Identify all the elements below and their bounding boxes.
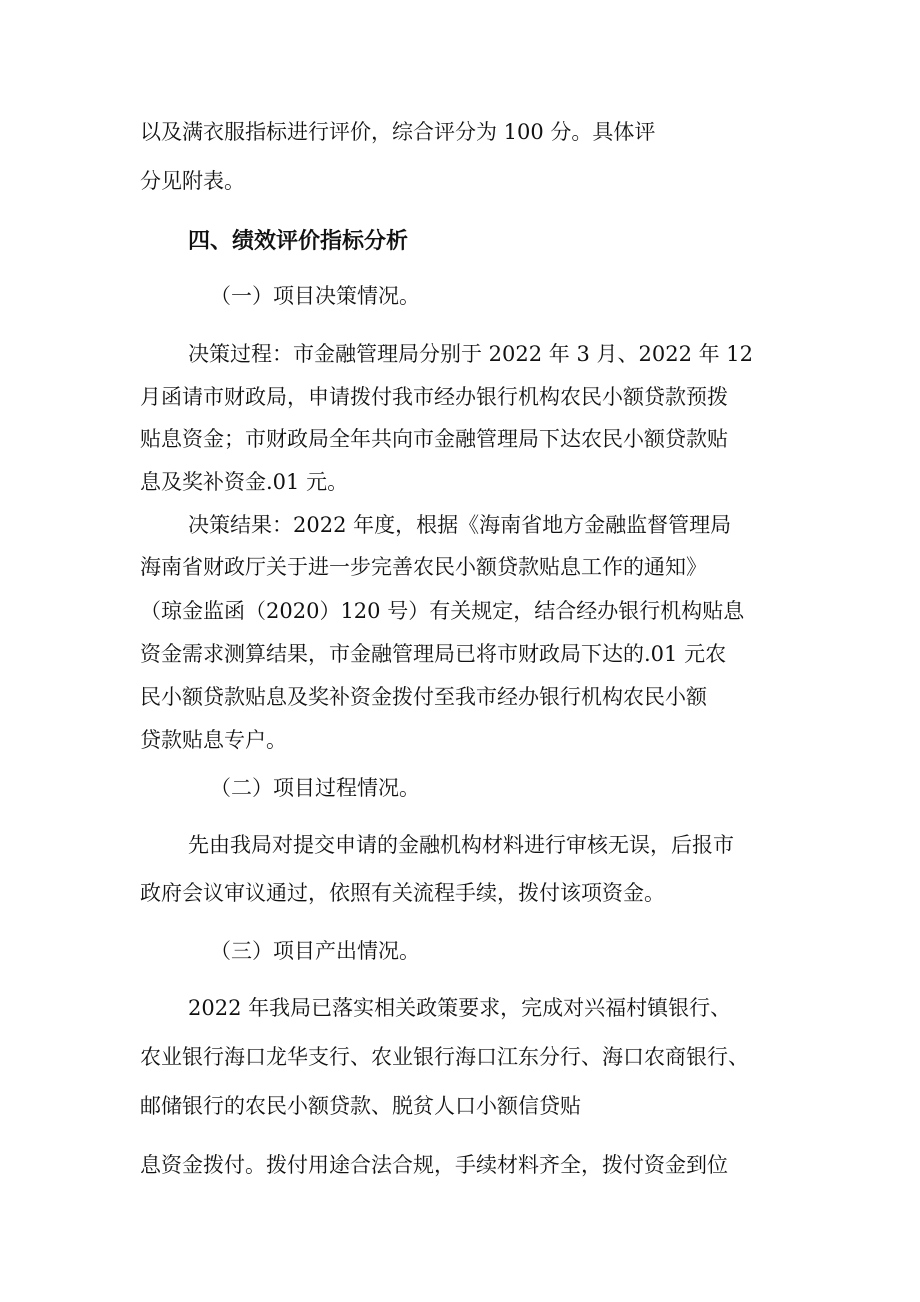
paragraph-line: 贴息资金；市财政局全年共向市金融管理局下达农民小额贷款贴 bbox=[140, 427, 728, 451]
paragraph-line: 月函请市财政局，申请拨付我市经办银行机构农民小额贷款预拨 bbox=[140, 385, 728, 409]
paragraph-line: 以及满衣服指标进行评价，综合评分为 100 分。具体评 bbox=[140, 120, 656, 144]
subsection-heading: （二）项目过程情况。 bbox=[210, 776, 420, 800]
paragraph-line: （琼金监函（2020）120 号）有关规定，结合经办银行机构贴息 bbox=[140, 599, 745, 623]
paragraph-line: 资金需求测算结果，市金融管理局已将市财政局下达的.01 元农 bbox=[140, 642, 727, 666]
section-heading: 四、绩效评价指标分析 bbox=[188, 229, 409, 254]
subsection-heading: （一）项目决策情况。 bbox=[210, 284, 420, 308]
paragraph-line: 息及奖补资金.01 元。 bbox=[140, 470, 349, 494]
paragraph-line: 贷款贴息专户。 bbox=[140, 728, 287, 752]
paragraph-line: 息资金拨付。拨付用途合法合规，手续材料齐全，拨付资金到位 bbox=[140, 1153, 728, 1177]
paragraph-line: 决策结果：2022 年度，根据《海南省地方金融监督管理局 bbox=[188, 513, 732, 537]
paragraph-line: 政府会议审议通过，依照有关流程手续，拨付该项资金。 bbox=[140, 881, 665, 905]
paragraph-line: 海南省财政厅关于进一步完善农民小额贷款贴息工作的通知》 bbox=[140, 555, 707, 579]
paragraph-line: 分见附表。 bbox=[140, 169, 245, 193]
paragraph-line: 先由我局对提交申请的金融机构材料进行审核无误，后报市 bbox=[188, 833, 734, 857]
paragraph-line: 决策过程：市金融管理局分别于 2022 年 3 月、2022 年 12 bbox=[188, 342, 754, 366]
paragraph-line: 邮储银行的农民小额贷款、脱贫人口小额信贷贴 bbox=[140, 1094, 581, 1118]
subsection-heading: （三）项目产出情况。 bbox=[210, 939, 420, 963]
paragraph-line: 民小额贷款贴息及奖补资金拨付至我市经办银行机构农民小额 bbox=[140, 685, 707, 709]
paragraph-line: 2022 年我局已落实相关政策要求，完成对兴福村镇银行、 bbox=[188, 996, 732, 1020]
paragraph-line: 农业银行海口龙华支行、农业银行海口江东分行、海口农商银行、 bbox=[140, 1045, 749, 1069]
